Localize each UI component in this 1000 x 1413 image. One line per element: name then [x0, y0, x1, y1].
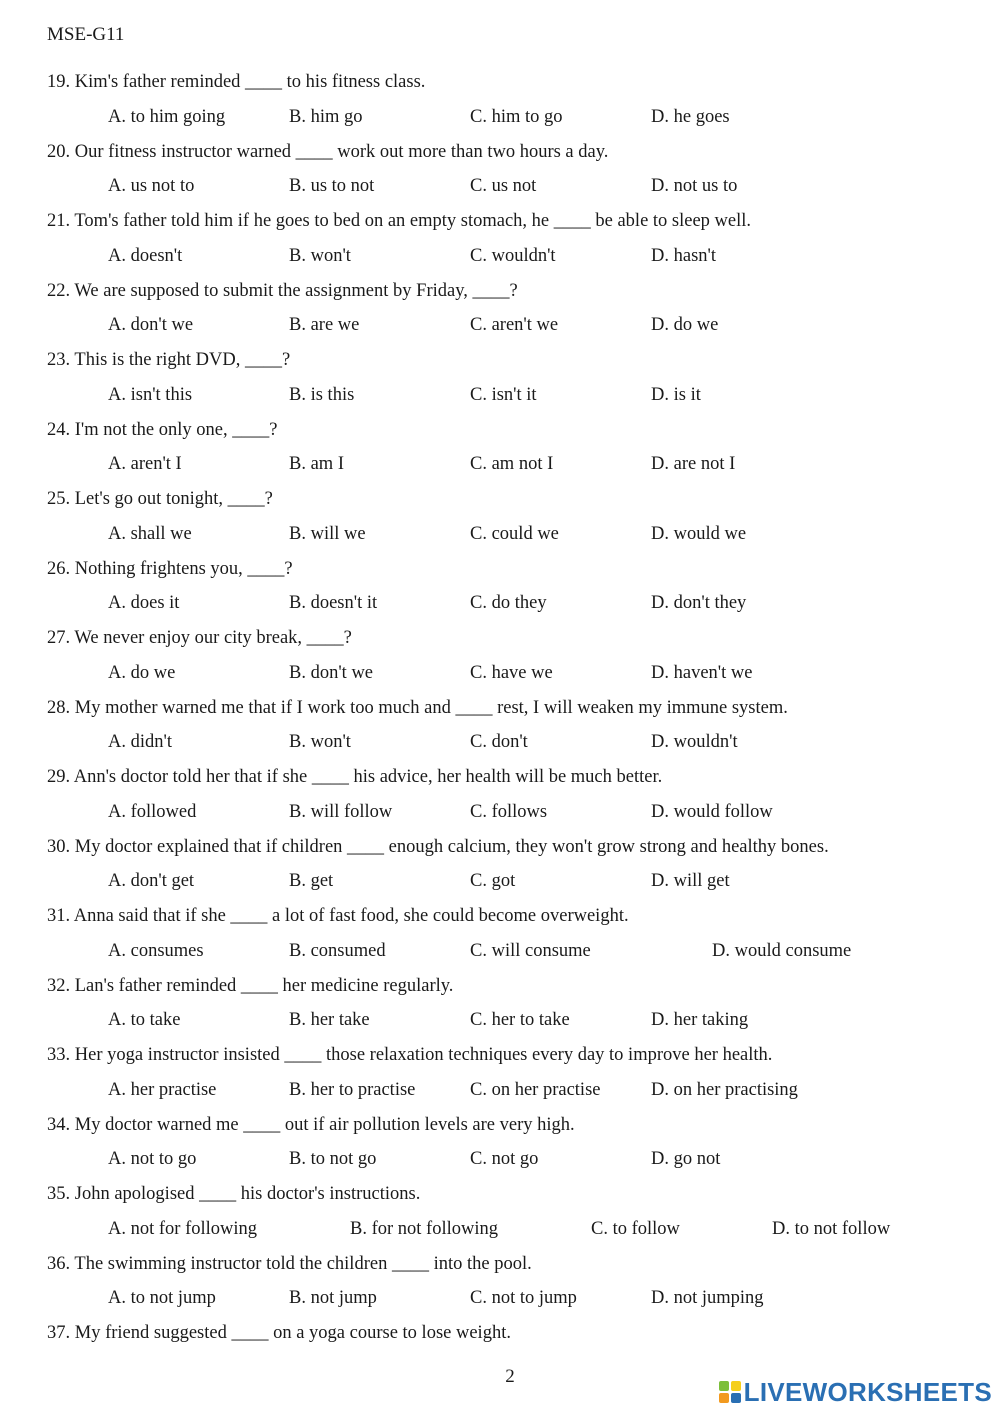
- answer-option-c[interactable]: C. her to take: [470, 1010, 570, 1031]
- answer-option-c[interactable]: C. on her practise: [470, 1079, 601, 1100]
- answer-options: [47, 448, 977, 483]
- answer-option-a[interactable]: A. followed: [108, 801, 197, 822]
- answer-option-b[interactable]: B. is this: [289, 384, 355, 405]
- answer-option-a[interactable]: A. not for following: [108, 1218, 258, 1239]
- answer-option-b[interactable]: B. don't we: [289, 662, 374, 683]
- answer-option-d[interactable]: D. would consume: [712, 940, 852, 961]
- answer-option-b[interactable]: B. to not go: [289, 1149, 377, 1170]
- question-text: 31. Anna said that if she ____ a lot of fast food, she could become overweight.: [47, 906, 629, 926]
- question-text: 19. Kim's father reminded ____ to his fitness class.: [47, 72, 426, 92]
- question-text: 22. We are supposed to submit the assignment by Friday, ____?: [47, 280, 518, 301]
- answer-options: [47, 1074, 977, 1109]
- answer-option-c[interactable]: C. don't: [470, 732, 528, 753]
- answer-option-c[interactable]: C. will consume: [470, 940, 591, 961]
- answer-option-a[interactable]: A. consumes: [108, 940, 204, 961]
- answer-options: [47, 1143, 977, 1178]
- question-text: 37. My friend suggested ____ on a yoga course to lose weight.: [47, 1323, 511, 1343]
- answer-option-d[interactable]: D. would follow: [651, 801, 773, 822]
- answer-option-b[interactable]: B. are we: [289, 315, 360, 336]
- question-text: 21. Tom's father told him if he goes to bed on an empty stomach, he ____ be able to sleep well.: [47, 211, 752, 231]
- answer-option-d[interactable]: D. not us to: [651, 176, 738, 197]
- answer-option-c[interactable]: C. not go: [470, 1149, 539, 1170]
- answer-option-a[interactable]: A. to not jump: [108, 1288, 216, 1309]
- answer-option-c[interactable]: C. him to go: [470, 106, 563, 127]
- answer-option-a[interactable]: A. do we: [108, 662, 176, 683]
- answer-options: [47, 240, 977, 275]
- answer-option-d[interactable]: D. are not I: [651, 454, 736, 475]
- answer-option-b[interactable]: B. her take: [289, 1010, 370, 1031]
- answer-option-d[interactable]: D. on her practising: [651, 1079, 798, 1100]
- answer-option-a[interactable]: A. not to go: [108, 1149, 197, 1170]
- answer-option-a[interactable]: A. isn't this: [108, 384, 193, 405]
- page-header: MSE-G11: [47, 24, 125, 45]
- answer-options: [47, 101, 977, 136]
- answer-option-d[interactable]: D. her taking: [651, 1010, 749, 1031]
- liveworksheets-logo-icon: [719, 1381, 741, 1403]
- answer-option-d[interactable]: D. to not follow: [772, 1218, 891, 1239]
- answer-option-b[interactable]: B. am I: [289, 454, 344, 475]
- answer-option-b[interactable]: B. him go: [289, 106, 363, 127]
- answer-options: [47, 587, 977, 622]
- question-text: 34. My doctor warned me ____ out if air pollution levels are very high.: [47, 1114, 575, 1135]
- answer-option-d[interactable]: D. do we: [651, 315, 719, 336]
- answer-option-a[interactable]: A. shall we: [108, 523, 192, 544]
- answer-option-d[interactable]: D. will get: [651, 871, 730, 892]
- answer-options: [47, 309, 977, 344]
- answer-options: [47, 170, 977, 205]
- answer-options: [47, 1004, 977, 1039]
- question-text: 20. Our fitness instructor warned ____ work out more than two hours a day.: [47, 141, 609, 162]
- answer-option-a[interactable]: A. does it: [108, 593, 180, 614]
- answer-options: [47, 865, 977, 900]
- answer-option-c[interactable]: C. am not I: [470, 454, 554, 475]
- answer-option-d[interactable]: D. go not: [651, 1149, 721, 1170]
- answer-option-c[interactable]: C. us not: [470, 176, 537, 197]
- answer-option-b[interactable]: B. won't: [289, 245, 351, 266]
- answer-option-a[interactable]: A. her practise: [108, 1079, 217, 1100]
- question-text: 35. John apologised ____ his doctor's instructions.: [47, 1184, 421, 1204]
- question-text: 30. My doctor explained that if children ____ enough calcium, they won't grow strong and healthy bones.: [47, 836, 829, 857]
- answer-option-b[interactable]: B. will follow: [289, 801, 393, 822]
- answer-options: [47, 379, 977, 414]
- answer-option-d[interactable]: D. haven't we: [651, 662, 753, 683]
- question-list: [47, 66, 977, 1352]
- answer-option-c[interactable]: C. to follow: [591, 1218, 680, 1239]
- answer-option-a[interactable]: A. to him going: [108, 106, 226, 127]
- question-text: 36. The swimming instructor told the children ____ into the pool.: [47, 1253, 532, 1274]
- answer-option-b[interactable]: B. her to practise: [289, 1079, 416, 1100]
- answer-options: [47, 796, 977, 831]
- question-text: 23. This is the right DVD, ____?: [47, 350, 291, 370]
- question-text: 28. My mother warned me that if I work too much and ____ rest, I will weaken my immune system.: [47, 697, 788, 718]
- answer-option-a[interactable]: A. us not to: [108, 176, 195, 197]
- answer-option-d[interactable]: D. he goes: [651, 106, 730, 127]
- answer-option-d[interactable]: D. is it: [651, 384, 701, 405]
- answer-option-c[interactable]: C. wouldn't: [470, 245, 556, 266]
- answer-options: [47, 1282, 977, 1317]
- answer-option-d[interactable]: D. hasn't: [651, 245, 716, 266]
- answer-option-c[interactable]: C. do they: [470, 593, 547, 614]
- answer-option-a[interactable]: A. to take: [108, 1010, 181, 1031]
- answer-options: [47, 726, 977, 761]
- answer-option-a[interactable]: A. don't we: [108, 315, 194, 336]
- answer-option-b[interactable]: B. consumed: [289, 940, 386, 961]
- question-text: 33. Her yoga instructor insisted ____ those relaxation techniques every day to improve her health.: [47, 1045, 773, 1065]
- question-text: 27. We never enjoy our city break, ____?: [47, 628, 352, 648]
- answer-option-c[interactable]: C. aren't we: [470, 315, 559, 336]
- answer-option-a[interactable]: A. don't get: [108, 871, 195, 892]
- answer-option-b[interactable]: B. won't: [289, 732, 351, 753]
- answer-option-b[interactable]: B. doesn't it: [289, 593, 378, 614]
- answer-option-b[interactable]: B. get: [289, 871, 334, 892]
- answer-option-d[interactable]: D. not jumping: [651, 1288, 764, 1309]
- answer-option-a[interactable]: A. didn't: [108, 732, 172, 753]
- answer-option-c[interactable]: C. got: [470, 871, 516, 892]
- question-text: 32. Lan's father reminded ____ her medicine regularly.: [47, 975, 454, 996]
- question-text: 29. Ann's doctor told her that if she ____ his advice, her health will be much better.: [47, 767, 663, 787]
- answer-option-b[interactable]: B. for not following: [350, 1218, 498, 1239]
- answer-option-d[interactable]: D. wouldn't: [651, 732, 738, 753]
- answer-options: [47, 518, 977, 553]
- answer-option-d[interactable]: D. don't they: [651, 593, 747, 614]
- answer-option-d[interactable]: D. would we: [651, 523, 747, 544]
- answer-option-c[interactable]: C. could we: [470, 523, 559, 544]
- answer-option-c[interactable]: C. have we: [470, 662, 553, 683]
- answer-option-b[interactable]: B. not jump: [289, 1288, 377, 1309]
- answer-option-a[interactable]: A. doesn't: [108, 245, 183, 266]
- answer-options: [47, 657, 977, 692]
- logo-text: LIVEWORKSHEETS: [743, 1377, 992, 1407]
- answer-option-c[interactable]: C. not to jump: [470, 1288, 577, 1309]
- question-text: 25. Let's go out tonight, ____?: [47, 489, 273, 509]
- question-text: 26. Nothing frightens you, ____?: [47, 558, 293, 579]
- answer-option-c[interactable]: C. follows: [470, 801, 548, 822]
- answer-options: [47, 1213, 977, 1248]
- answer-options: [47, 935, 977, 970]
- answer-option-b[interactable]: B. us to not: [289, 176, 375, 197]
- answer-option-a[interactable]: A. aren't I: [108, 454, 182, 475]
- answer-option-b[interactable]: B. will we: [289, 523, 366, 544]
- answer-option-c[interactable]: C. isn't it: [470, 384, 537, 405]
- liveworksheets-logo[interactable]: [719, 1377, 992, 1407]
- question-text: 24. I'm not the only one, ____?: [47, 419, 278, 440]
- page-number: 2: [505, 1366, 515, 1387]
